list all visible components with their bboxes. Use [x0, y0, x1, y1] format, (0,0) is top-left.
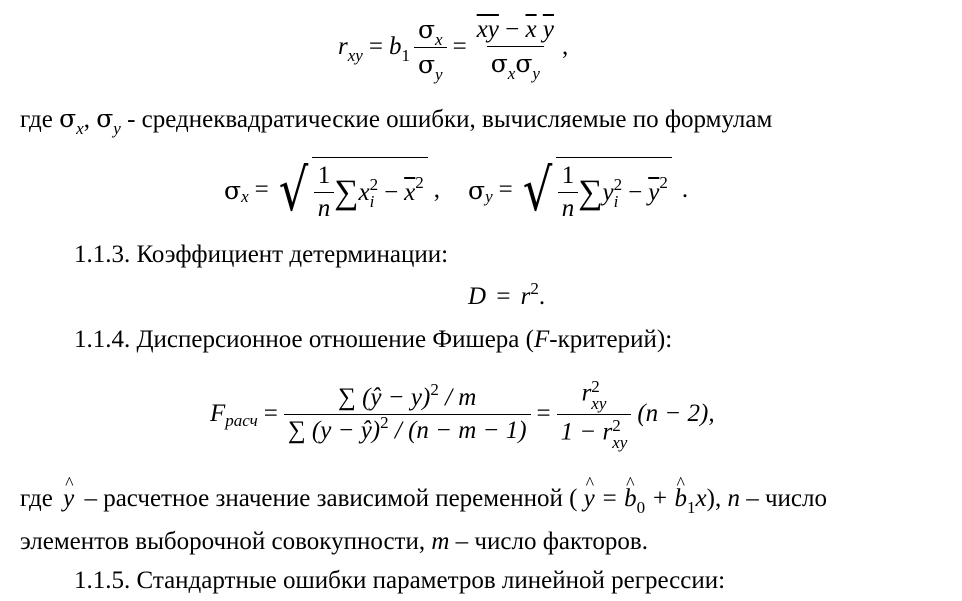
- yhat-definition-line: где ^ y – расчетное значение зависимой переменной ( ^ y = ^ $b_0$ + ^ $b_1x$), n – число: [20, 485, 827, 513]
- sigma-definition-text: - среднеквадратические ошибки, вычисляемые по формулам: [127, 106, 773, 133]
- section-heading-114: 1.1.4. Дисперсионное отношение Фишера (F-критерий):: [74, 326, 673, 353]
- sigma-ratio-fraction: $\frac{\sigma_x}{\sigma_y}$: [414, 15, 447, 80]
- sigma-symbol: σ: [59, 104, 77, 133]
- equals-sign: =: [452, 33, 467, 60]
- equals-sign: =: [368, 33, 383, 60]
- covariance-fraction: $\frac{\overline{xy} - \overline{x} \overline{y}}{\sigma_x\sigma_y}$: [476, 15, 554, 83]
- formula-determination: $D = r^2$.: [468, 279, 546, 310]
- fisher-r-fraction: r 2 xy 1 − r 2 xy: [557, 378, 632, 451]
- formula-sigmas: σ x = √ $\frac{1}{n}$ ∑ x 2 i − $\overline{x}$ 2 , σ y = √ $\frac{1}{n}$ ∑ y 2 i − $\overline{y}$ 2 .: [224, 156, 689, 224]
- sigma-symbol: σ: [96, 104, 114, 133]
- b1-symbol: $b_1$: [388, 33, 410, 65]
- rxy-symbol: $r_{xy}$: [338, 33, 363, 65]
- sqrt-sigma-y: √ $\frac{1}{n}$ ∑ y 2 i − $\overline{y}$ 2: [519, 157, 672, 223]
- comma: ,: [561, 33, 569, 60]
- text-gde: где: [20, 106, 53, 133]
- elements-line: элементов выборочной совокупности, m – число факторов.: [20, 528, 648, 555]
- sigma-definition-line: где $\sigma_x$, $\sigma_y$ - среднеквадратические ошибки, вычисляемые по формулам: [20, 104, 773, 138]
- sqrt-sigma-x: √ $\frac{1}{n}$ ∑ x 2 i − $\overline{x}$ 2: [275, 157, 428, 223]
- section-heading-113: 1.1.3. Коэффициент детерминации:: [74, 241, 449, 268]
- fisher-main-fraction: $\frac{\sum (ŷ - y)^2 / m}{\sum (y - ŷ)^2 / (n - m - 1)}$: [284, 384, 531, 445]
- section-heading-115: 1.1.5. Стандартные ошибки параметров линейной регрессии:: [74, 567, 726, 594]
- formula-rxy: [338, 2, 568, 92]
- formula-fisher: F расч = $\frac{\sum (ŷ - y)^2 / m}{\sum (y - ŷ)^2 / (n - m - 1)}$ = r 2 xy 1 − r 2 xy (n − 2),: [210, 376, 715, 452]
